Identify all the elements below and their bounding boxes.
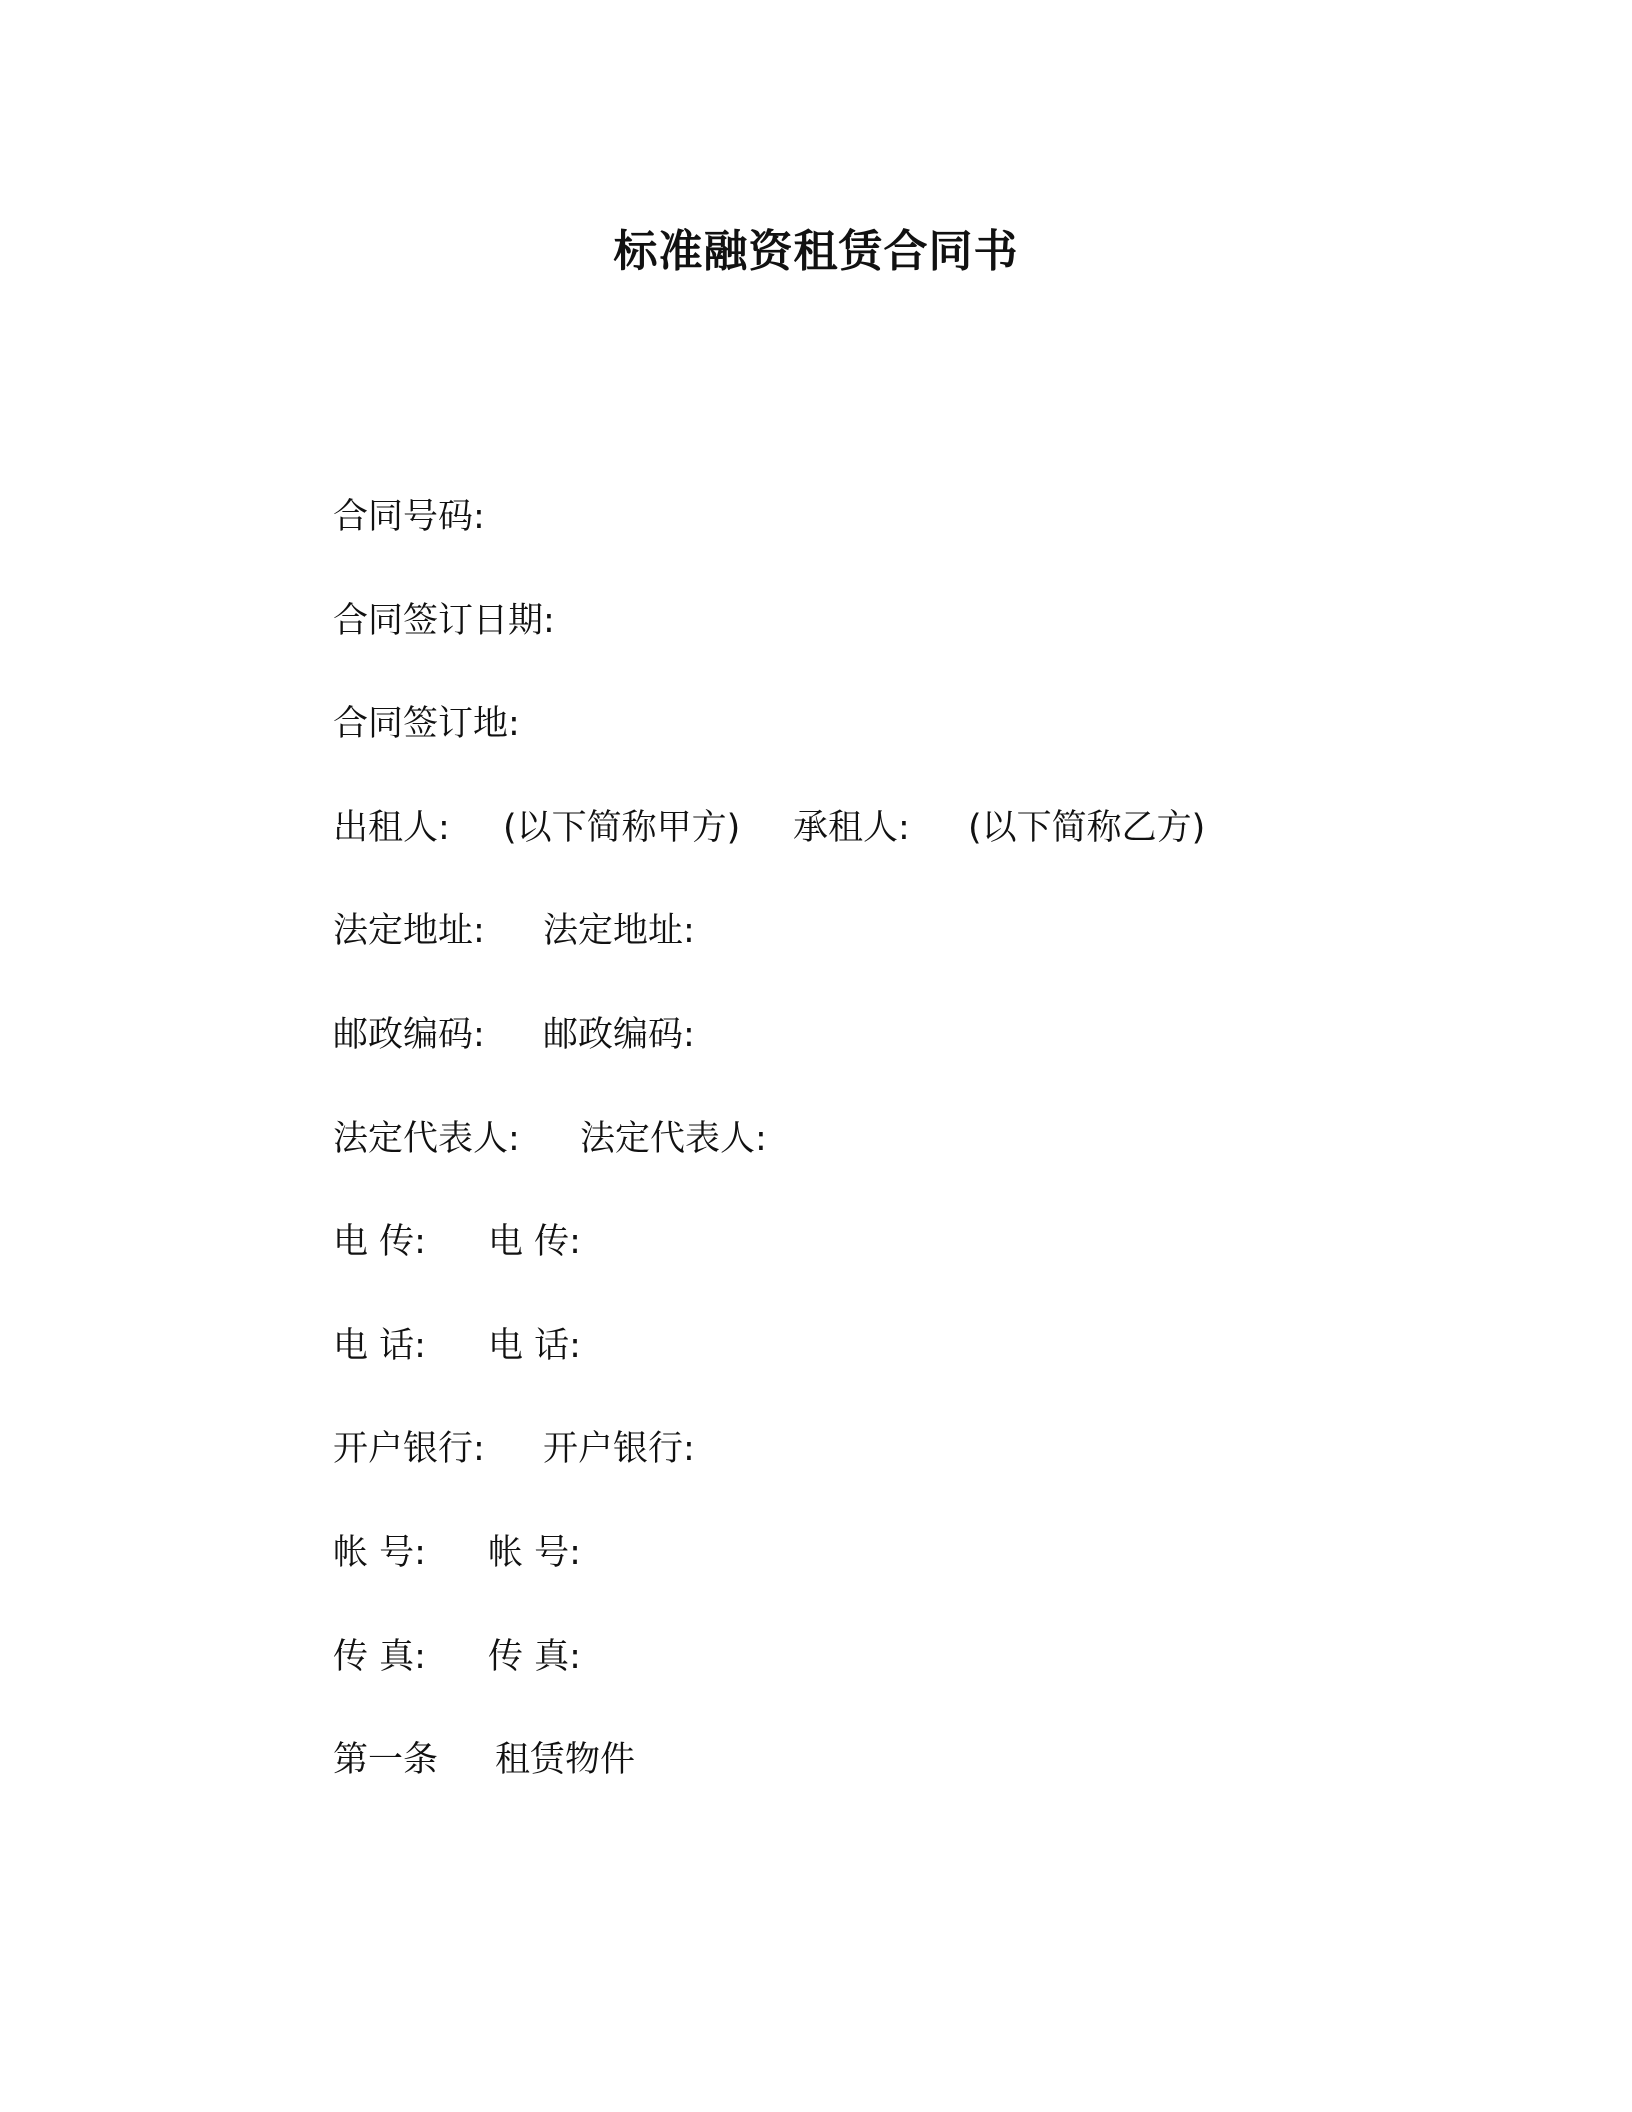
parties-row bbox=[333, 803, 1433, 907]
lessee-fax-label: 传 真: bbox=[488, 1636, 581, 1677]
telephone-row bbox=[333, 1321, 1433, 1425]
sign-date-row bbox=[333, 596, 1433, 700]
lessor-fax-label: 传 真: bbox=[333, 1636, 426, 1677]
lessor-legal-address-label: 法定地址: bbox=[333, 911, 485, 952]
lessee-account-label: 帐 号: bbox=[488, 1532, 581, 1573]
document-title: 标准融资租赁合同书 bbox=[613, 226, 1019, 277]
legal-address-row bbox=[333, 906, 1433, 1010]
lessor-account-label: 帐 号: bbox=[333, 1532, 426, 1573]
lessor-label: 出租人: bbox=[333, 807, 450, 848]
lessee-postal-code-label: 邮政编码: bbox=[543, 1014, 695, 1055]
lessor-postal-code-label: 邮政编码: bbox=[333, 1014, 485, 1055]
lessor-telephone-label: 电 话: bbox=[333, 1325, 426, 1366]
contract-fields bbox=[333, 492, 1433, 1839]
article-one-heading bbox=[333, 1735, 1433, 1839]
sign-date-label: 合同签订日期: bbox=[333, 600, 555, 641]
telex-row bbox=[333, 1217, 1433, 1321]
contract-number-row bbox=[333, 492, 1433, 596]
lessee-legal-representative-label: 法定代表人: bbox=[580, 1118, 767, 1159]
lessor-legal-representative-label: 法定代表人: bbox=[333, 1118, 520, 1159]
postal-code-row bbox=[333, 1010, 1433, 1114]
lessor-telex-label: 电 传: bbox=[333, 1222, 426, 1263]
sign-place-row bbox=[333, 699, 1433, 803]
lessee-note: (以下简称乙方) bbox=[968, 807, 1206, 848]
contract-number-label: 合同号码: bbox=[333, 497, 485, 537]
lessee-telephone-label: 电 话: bbox=[488, 1325, 581, 1366]
lessor-note: (以下简称甲方) bbox=[503, 807, 741, 848]
fax-row bbox=[333, 1632, 1433, 1736]
lessee-legal-address-label: 法定地址: bbox=[543, 911, 695, 952]
legal-representative-row bbox=[333, 1114, 1433, 1218]
sign-place-label: 合同签订地: bbox=[333, 704, 520, 745]
account-row bbox=[333, 1528, 1433, 1632]
article-one-title: 租赁物件 bbox=[495, 1740, 636, 1781]
lessor-bank-label: 开户银行: bbox=[333, 1429, 485, 1470]
lessee-label: 承租人: bbox=[793, 807, 910, 848]
bank-row bbox=[333, 1424, 1433, 1528]
article-one-number: 第一条 bbox=[333, 1740, 439, 1781]
lessee-bank-label: 开户银行: bbox=[543, 1429, 695, 1470]
lessee-telex-label: 电 传: bbox=[488, 1222, 581, 1263]
